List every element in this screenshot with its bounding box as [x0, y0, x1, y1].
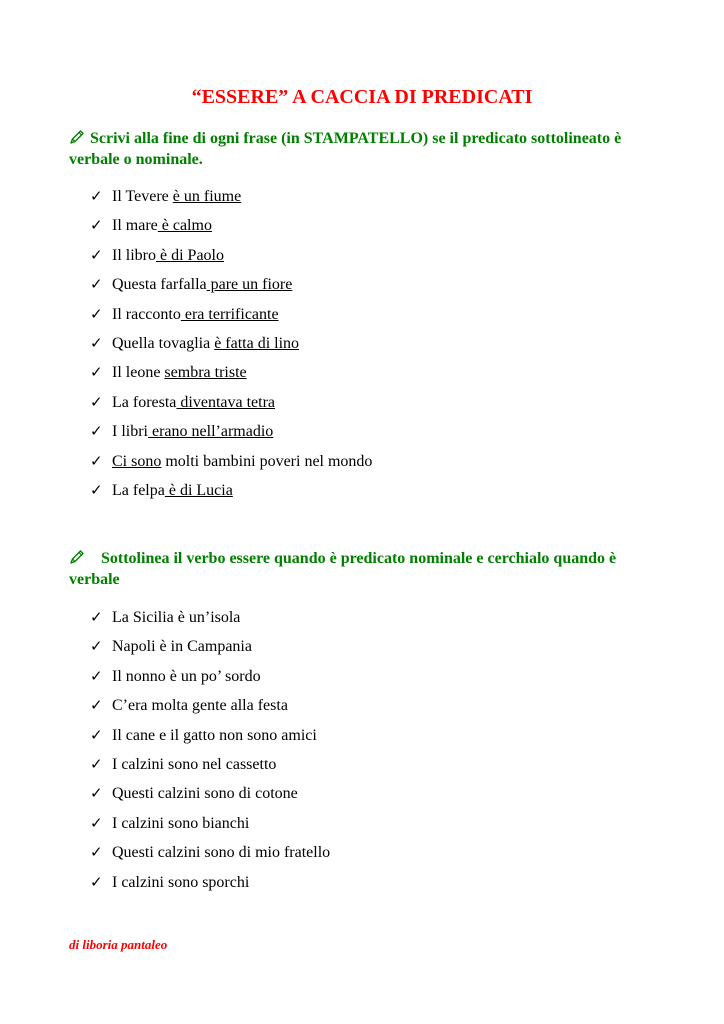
underlined-predicate: è di Lucia	[164, 481, 233, 499]
list-item	[90, 304, 372, 333]
list-item	[90, 872, 330, 901]
sentence-text: I calzini sono nel cassetto	[112, 755, 277, 773]
list-item	[90, 666, 330, 695]
sentence-text: Quella tovaglia	[112, 334, 215, 352]
sentence-text: Questi calzini sono di cotone	[112, 785, 298, 803]
checkmark-icon: ✓	[90, 365, 103, 382]
underlined-predicate: è fatta di lino	[214, 334, 300, 352]
checkmark-icon: ✓	[90, 698, 103, 715]
checkmark-icon: ✓	[90, 453, 103, 470]
checkmark-icon: ✓	[90, 845, 103, 862]
list-item	[90, 607, 330, 636]
list-item	[90, 636, 330, 665]
list-item	[90, 480, 372, 509]
checkmark-icon: ✓	[90, 277, 103, 294]
sentence-text: La felpa	[112, 481, 165, 499]
underlined-predicate: erano nell’armadio	[148, 423, 274, 441]
sentence-text: Il nonno è un po’ sordo	[112, 667, 261, 685]
author-footer: di liboria pantaleo	[69, 937, 168, 952]
checkmark-icon: ✓	[90, 394, 103, 411]
underlined-predicate: pare un fiore	[206, 276, 293, 294]
list-item	[90, 392, 372, 421]
checkmark-icon: ✓	[90, 756, 103, 773]
checkmark-icon: ✓	[90, 218, 103, 235]
checkmark-icon: ✓	[90, 306, 103, 323]
sentence-text: Il Tevere	[112, 188, 173, 205]
sentence-text: Il libro	[112, 246, 156, 264]
list-item	[90, 274, 372, 303]
sentence-text: Il racconto	[112, 305, 181, 323]
list-item	[90, 725, 330, 754]
underlined-predicate: è di Paolo	[156, 246, 224, 264]
sentence-text: I calzini sono sporchi	[112, 873, 250, 891]
checkmark-icon: ✓	[90, 639, 103, 656]
sentence-text: I calzini sono bianchi	[112, 814, 250, 832]
checkmark-icon: ✓	[90, 874, 103, 891]
checkmark-icon: ✓	[90, 247, 103, 264]
instruction-1-text: Scrivi alla fine di ogni frase (in STAMPATELLO) se il predicato sottolineato è verbale o nominale.	[69, 130, 622, 168]
pencil-icon	[69, 549, 85, 565]
sentence-text: Questi calzini sono di mio fratello	[112, 844, 331, 862]
sentence-list-1	[90, 186, 372, 509]
list-item	[90, 842, 330, 871]
checkmark-icon: ✓	[90, 815, 103, 832]
list-item	[90, 245, 372, 274]
checkmark-icon: ✓	[90, 786, 103, 803]
underlined-predicate: sembra triste	[164, 364, 247, 382]
checkmark-icon: ✓	[90, 610, 103, 626]
list-item	[90, 333, 372, 362]
checkmark-icon: ✓	[90, 189, 103, 205]
list-item	[90, 215, 372, 244]
page-title: “ESSERE” A CACCIA DI PREDICATI	[191, 86, 533, 108]
list-item	[90, 695, 330, 724]
underlined-predicate: Ci sono	[112, 452, 162, 470]
list-item	[90, 186, 372, 215]
list-item	[90, 813, 330, 842]
checkmark-icon: ✓	[90, 424, 103, 441]
underlined-predicate: diventava tetra	[176, 393, 276, 411]
checkmark-icon: ✓	[90, 668, 103, 685]
underlined-predicate: era terrificante	[180, 305, 279, 323]
pencil-icon	[69, 129, 85, 145]
sentence-list-2	[90, 607, 330, 901]
underlined-predicate: è calmo	[157, 217, 212, 235]
sentence-text: Il leone	[112, 364, 165, 382]
list-item	[90, 754, 330, 783]
checkmark-icon: ✓	[90, 335, 103, 352]
underlined-predicate: è un fiume	[172, 188, 242, 205]
sentence-text: C’era molta gente alla festa	[112, 697, 288, 715]
sentence-text: Il mare	[112, 217, 158, 235]
sentence-text: Il cane e il gatto non sono amici	[112, 726, 317, 744]
sentence-text: molti bambini poveri nel mondo	[161, 452, 373, 470]
sentence-text: La foresta	[112, 393, 177, 411]
sentence-text: Questa farfalla	[112, 276, 207, 294]
sentence-text: La Sicilia è un’isola	[112, 609, 241, 626]
list-item	[90, 421, 372, 450]
instruction-2	[69, 548, 669, 590]
instruction-2-text: Sottolinea il verbo essere quando è predicato nominale e cerchialo quando è verbale	[69, 550, 617, 588]
instruction-1	[69, 128, 669, 170]
list-item	[90, 783, 330, 812]
list-item	[90, 451, 372, 480]
sentence-text: Napoli è in Campania	[112, 638, 252, 656]
sentence-text: I libri	[112, 423, 148, 441]
checkmark-icon: ✓	[90, 482, 103, 499]
list-item	[90, 362, 372, 391]
checkmark-icon: ✓	[90, 727, 103, 744]
